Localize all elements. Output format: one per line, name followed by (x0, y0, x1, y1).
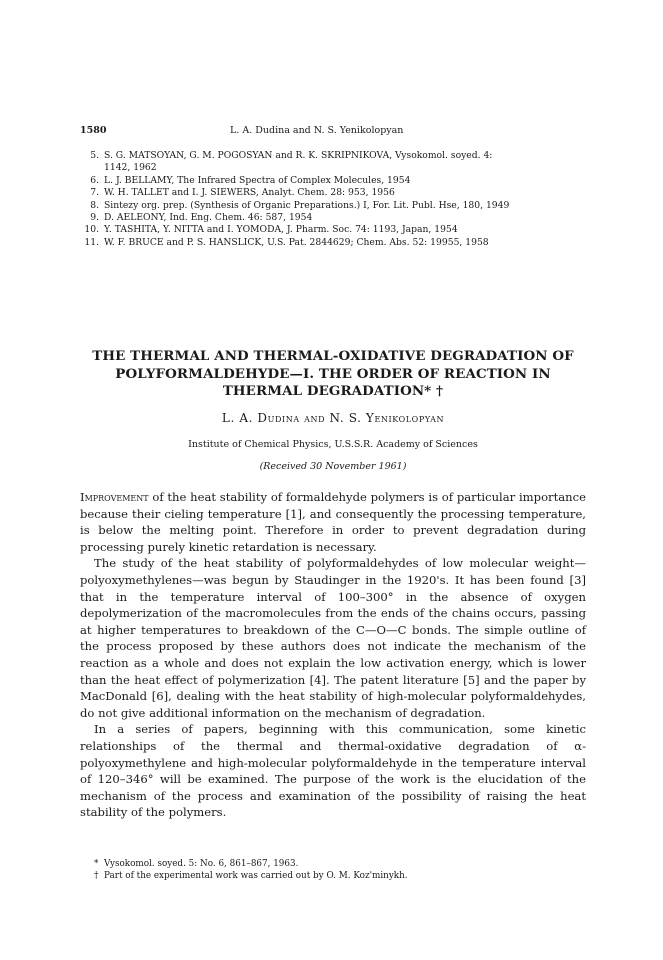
reference-number: 10. (84, 224, 99, 236)
reference-item (80, 150, 590, 175)
author-names: L. A. Dudina and N. S. Yenikolopyan (221, 411, 445, 425)
reference-item (80, 224, 590, 236)
body-paragraph: The study of the heat stability of polyformaldehydes of low molecular weight—polyoxymethylenes—was begun by Staudinger in the 1920's. It has been found [3] that in the temperature interval of 100–300° in the absence of oxygen depolymerization of the macromolecules from the ends of the chains occurs, passing at higher temperatures to breakdown of the C—O—C bonds. The simple outline of the process proposed by these authors does not indicate the mechanism of the reaction as a whole and does not explain the low activation energy, which is lower than the heat effect of polymerization [4]. The patent literature [5] and the paper by MacDonald [6], dealing with the heat stability of high-molecular polyformaldehydes, do not give additional information on the mechanism of degradation. (80, 556, 586, 720)
article-title-line: THE THERMAL AND THERMAL-OXIDATIVE DEGRADATION OF (92, 348, 574, 364)
reference-text: W. F. BRUCE and P. S. HANSLICK, U.S. Pat. 2844629; Chem. Abs. 52: 19955, 1958 (104, 236, 489, 248)
footnote-text: Part of the experimental work was carried out by O. M. Koz'minykh. (104, 871, 408, 881)
reference-item (80, 187, 590, 199)
reference-number: 5. (90, 150, 99, 161)
reference-item (80, 212, 590, 224)
reference-list (80, 150, 590, 249)
reference-number: 11. (84, 236, 99, 248)
footnote (94, 858, 584, 870)
reference-text: W. H. TALLET and I. J. SIEWERS, Analyt. Chem. 28: 953, 1956 (104, 187, 395, 199)
article-authors (78, 411, 588, 425)
reference-item (80, 200, 590, 212)
reference-item (80, 237, 590, 249)
article-title-line: THERMAL DEGRADATION* † (222, 383, 444, 399)
reference-number: 7. (90, 187, 99, 199)
running-head-authors: L. A. Dudina and N. S. Yenikolopyan (230, 125, 404, 136)
received-date: (Received 30 November 1961) (259, 461, 407, 472)
reference-number: 8. (90, 199, 99, 211)
footnotes (94, 858, 584, 882)
article-title-line: POLYFORMALDEHYDE—I. THE ORDER OF REACTION IN (115, 365, 551, 382)
reference-text: Sintezy org. prep. (Synthesis of Organic Preparations.) I, For. Lit. Publ. Hse, 180, 1949 (104, 199, 510, 211)
footnote (94, 870, 584, 882)
reference-number: 9. (90, 212, 99, 224)
footnote-mark: * (94, 859, 99, 869)
reference-text: Y. TASHITA, Y. NITTA and I. YOMODA, J. Pharm. Soc. 74: 1193, Japan, 1954 (104, 224, 458, 236)
reference-text: D. AELEONY, Ind. Eng. Chem. 46: 587, 1954 (104, 212, 313, 224)
reference-text: S. G. MATSOYAN, G. M. POGOSYAN and R. K. SKRIPNIKOVA, Vysokomol. soyed. 4: (104, 150, 493, 161)
reference-text-continuation: 1142, 1962 (104, 162, 157, 174)
reference-item (80, 175, 590, 187)
paragraph-lead-word: Improvement (80, 490, 149, 504)
body-paragraph: In a series of papers, beginning with this communication, some kinetic relationships of the thermal and thermal-oxidative degradation of α-polyoxymethylene and high-molecular polyformaldehyde in the temperature interval of 120–346° will be examined. The purpose of the work is the elucidation of the mechanism of the process and examination of the possibility of raising the heat stability of the polymers. (80, 722, 586, 820)
reference-number: 6. (90, 174, 99, 186)
affiliation: Institute of Chemical Physics, U.S.S.R. Academy of Sciences (188, 439, 478, 450)
footnote-text: Vysokomol. soyed. 5: No. 6, 861–867, 1963. (104, 859, 299, 869)
paragraph-text: of the heat stability of formaldehyde polymers is of particular importance because their cieling temperature [1], and consequently the processing temperature, is below the melting point. Therefore in order to prevent degradation during processing purely kinetic retardation is necessary. (80, 490, 586, 554)
article-body (80, 489, 586, 821)
article-title (78, 348, 588, 401)
page-number: 1580 (80, 125, 107, 136)
reference-text: L. J. BELLAMY, The Infrared Spectra of Complex Molecules, 1954 (104, 174, 411, 186)
body-paragraph (80, 489, 586, 555)
footnote-mark: † (94, 871, 99, 881)
